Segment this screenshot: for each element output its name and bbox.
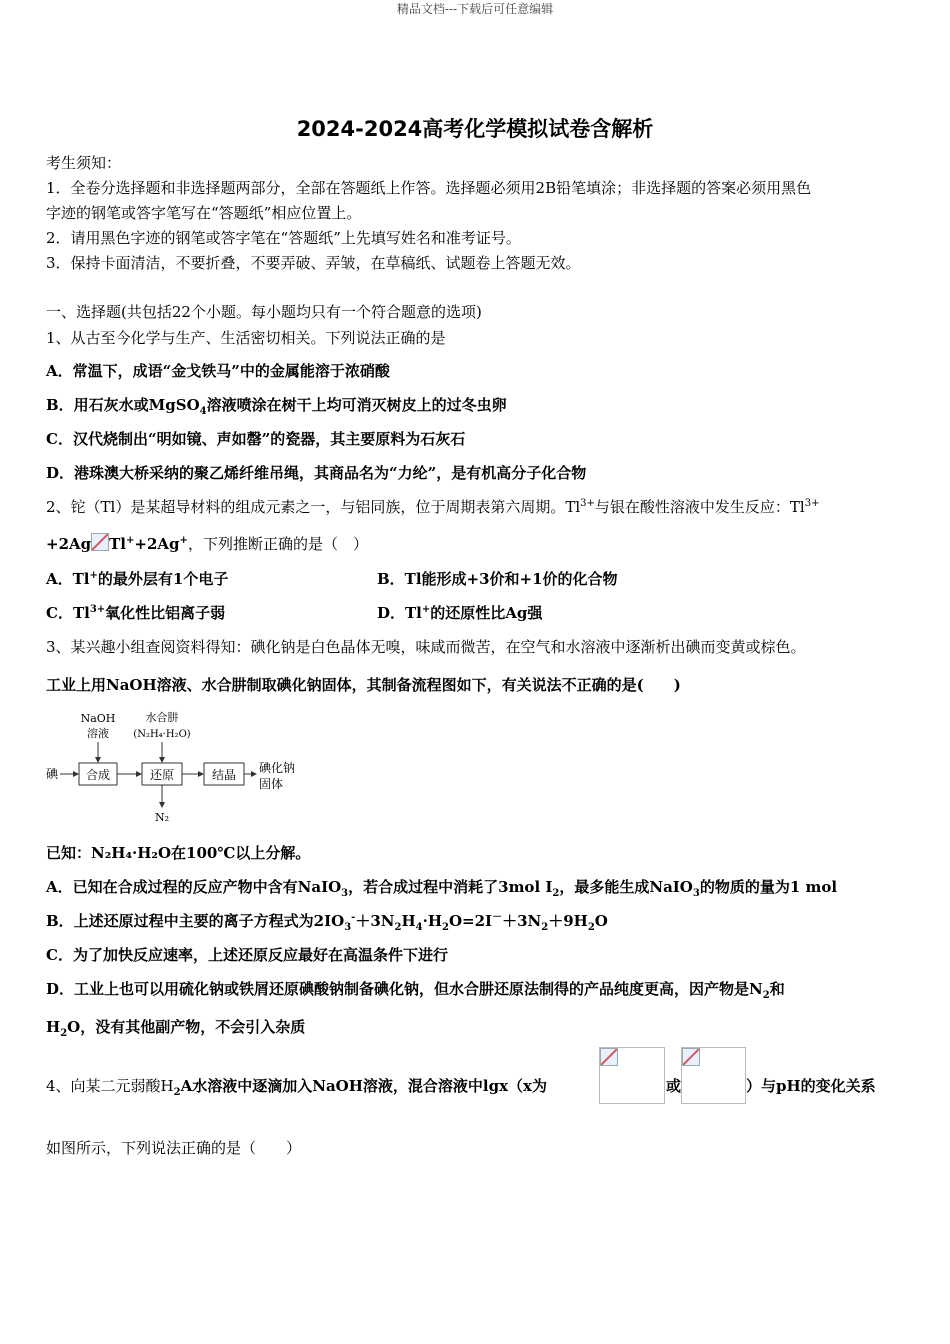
q4-or: 或 <box>666 1077 682 1095</box>
q3-stem-line-1: 3、某兴趣小组查阅资料得知：碘化钠是白色晶体无嗅，味咸而微苦，在空气和水溶液中逐渐析出碘而变黄或棕色。 <box>46 638 806 656</box>
broken-image-icon <box>600 1048 618 1066</box>
q3-option-d-line-2: $H_2O$，没有其他副产物，不会引入杂质 <box>46 1018 306 1039</box>
q2-option-b: B．Tl能形成+3价和+1价的化合物 <box>377 570 618 588</box>
flow-box-crystallization-label: 结晶 <box>211 768 237 782</box>
notice-heading: 考生须知： <box>46 154 122 172</box>
fraction-image-2 <box>681 1047 746 1104</box>
notice-item-3: 3．保持卡面清洁，不要折叠，不要弄破、弄皱，在草稿纸、试题卷上答题无效。 <box>46 254 581 272</box>
broken-image-icon <box>682 1048 700 1066</box>
flow-naoh-label-2: 溶液 <box>87 727 109 740</box>
flow-diagram <box>40 706 320 828</box>
page-title: 2024-2024高考化学模拟试卷含解析 <box>296 117 654 141</box>
flow-iodine-label: 碘 <box>46 767 59 781</box>
q2-stem-line-2: +2Ag Tl++2Ag+，下列推断正确的是（ ） <box>46 535 368 553</box>
q2-stem-line-1: 2、铊（Tl）是某超导材料的组成元素之一，与铝同族，位于周期表第六周期。$Tl^{3+}$与银在酸性溶液中发生反应：$Tl^{3+}$ <box>46 498 820 516</box>
fraction-image-1 <box>599 1047 665 1104</box>
q1-stem: 1、从古至今化学与生产、生活密切相关。下列说法正确的是 <box>46 329 446 347</box>
section-heading: 一、选择题(共包括22个小题。每小题均只有一个符合题意的选项) <box>46 303 482 321</box>
flow-box-synthesis-label: 合成 <box>85 768 111 782</box>
flow-hydrazine-formula: (N₂H₄·H₂O) <box>133 729 191 740</box>
flow-product-label: 碘化钠 <box>259 761 296 775</box>
q3-stem-line-2: 工业上用NaOH溶液、水合肼制取碘化钠固体，其制备流程图如下，有关说法不正确的是( ) <box>46 676 681 694</box>
q1-option-c: C．汉代烧制出“明如镜、声如罄”的瓷器，其主要原料为石灰石 <box>46 430 466 448</box>
q3-option-d-line-1: D．工业上也可以用硫化钠或铁屑还原碘酸钠制备碘化钠，但水合肼还原法制得的产品纯度更高，因产物是$N_2$和 <box>46 980 785 1001</box>
notice-item-1-line-2: 字迹的钢笔或答字笔写在“答题纸”相应位置上。 <box>46 204 362 222</box>
flow-product-label-2: 固体 <box>259 777 284 791</box>
flow-naoh-label: NaOH <box>80 712 116 725</box>
flow-box-reduction-label: 还原 <box>149 768 175 782</box>
q3-option-b: B．上述还原过程中主要的离子方程式为$2IO_3^-+3N_2H_4\cdot H_2O=2I^-+3N_2+9H_2O$ <box>46 912 608 933</box>
notice-item-1-line-1: 1．全卷分选择题和非选择题两部分，全部在答题纸上作答。选择题必须用2B铅笔填涂；非选择题的答案必须用黑色 <box>46 179 812 197</box>
q3-known: 已知：N₂H₄·H₂O在100℃以上分解。 <box>46 844 311 862</box>
q1-option-b: B．用石灰水或MgSO$_4$溶液喷涂在树干上均可消灭树皮上的过冬虫卵 <box>46 396 507 417</box>
q4-stem-line-1-part-1: 4、向某二元弱酸$H_2A$水溶液中逐滴加入NaOH溶液，混合溶液中lgx（x为 <box>46 1077 547 1098</box>
q2-option-a: A．Tl+的最外层有1个电子 <box>46 570 229 588</box>
notice-item-2: 2．请用黑色字迹的钢笔或答字笔在“答题纸”上先填写姓名和准考证号。 <box>46 229 521 247</box>
q3-option-c: C．为了加快反应速率，上述还原反应最好在高温条件下进行 <box>46 946 448 964</box>
q2-option-c: C．$Tl^{3+}$氧化性比铝离子弱 <box>46 604 226 622</box>
q1-option-a: A．常温下，成语“金戈铁马”中的金属能溶于浓硝酸 <box>46 362 390 380</box>
q2-option-d: D．Tl+的还原性比Ag强 <box>377 604 543 622</box>
header-note: 精品文档---下载后可任意编辑 <box>396 2 554 16</box>
q4-stem-line-1-part-2: ）与pH的变化关系 <box>746 1077 876 1095</box>
flow-n2-label: N₂ <box>154 811 170 824</box>
flow-hydrazine-label: 水合肼 <box>145 711 179 724</box>
broken-image-icon <box>91 533 109 551</box>
q3-option-a: A．已知在合成过程的反应产物中含有NaIO$_3$，若合成过程中消耗了3mol $I_2$，最多能生成NaIO$_3$的物质的量为1 mol <box>46 878 838 899</box>
q4-stem-line-2: 如图所示，下列说法正确的是（ ） <box>46 1139 302 1157</box>
q1-option-d: D．港珠澳大桥采纳的聚乙烯纤维吊绳，其商品名为“力纶”，是有机高分子化合物 <box>46 464 587 482</box>
